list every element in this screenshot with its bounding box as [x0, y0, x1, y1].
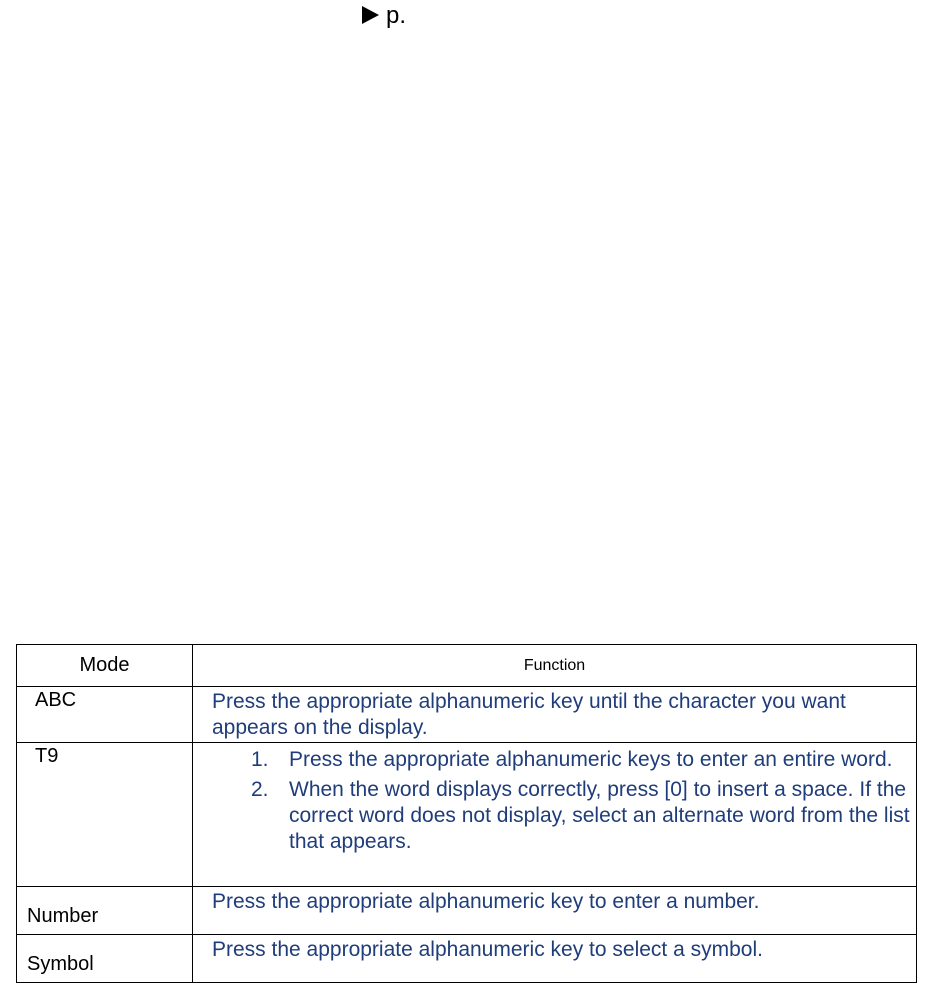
table-row	[17, 743, 917, 887]
table-header-row	[17, 645, 917, 687]
text-input-mode-table	[16, 644, 917, 983]
mode-cell-symbol: Symbol	[17, 935, 193, 983]
function-cell-number: Press the appropriate alphanumeric key to enter a number.	[193, 887, 917, 935]
mode-cell-number: Number	[17, 887, 193, 935]
mode-cell-abc: ABC	[17, 687, 193, 743]
t9-steps-list	[193, 747, 916, 855]
function-cell-symbol: Press the appropriate alphanumeric key to select a symbol.	[193, 935, 917, 983]
list-item	[193, 747, 916, 773]
header-function: Function	[193, 645, 917, 687]
function-cell-t9	[193, 743, 917, 887]
step-number: 1.	[251, 748, 269, 771]
step-text: When the word displays correctly, press [0] to insert a space. If the correct word does not display, select an alternate word from the list that appears.	[289, 778, 910, 853]
table-row	[17, 887, 917, 935]
page-reference	[362, 1, 406, 31]
arrow-right-icon	[362, 6, 379, 24]
function-cell-abc: Press the appropriate alphanumeric key until the character you want appears on the display.	[193, 687, 917, 743]
list-item	[193, 777, 916, 855]
step-text: Press the appropriate alphanumeric keys to enter an entire word.	[289, 748, 893, 771]
mode-cell-t9: T9	[17, 743, 193, 887]
header-mode: Mode	[17, 645, 193, 687]
table-row	[17, 687, 917, 743]
table-row	[17, 935, 917, 983]
page-reference-text: p.	[386, 2, 407, 29]
step-number: 2.	[251, 778, 269, 801]
